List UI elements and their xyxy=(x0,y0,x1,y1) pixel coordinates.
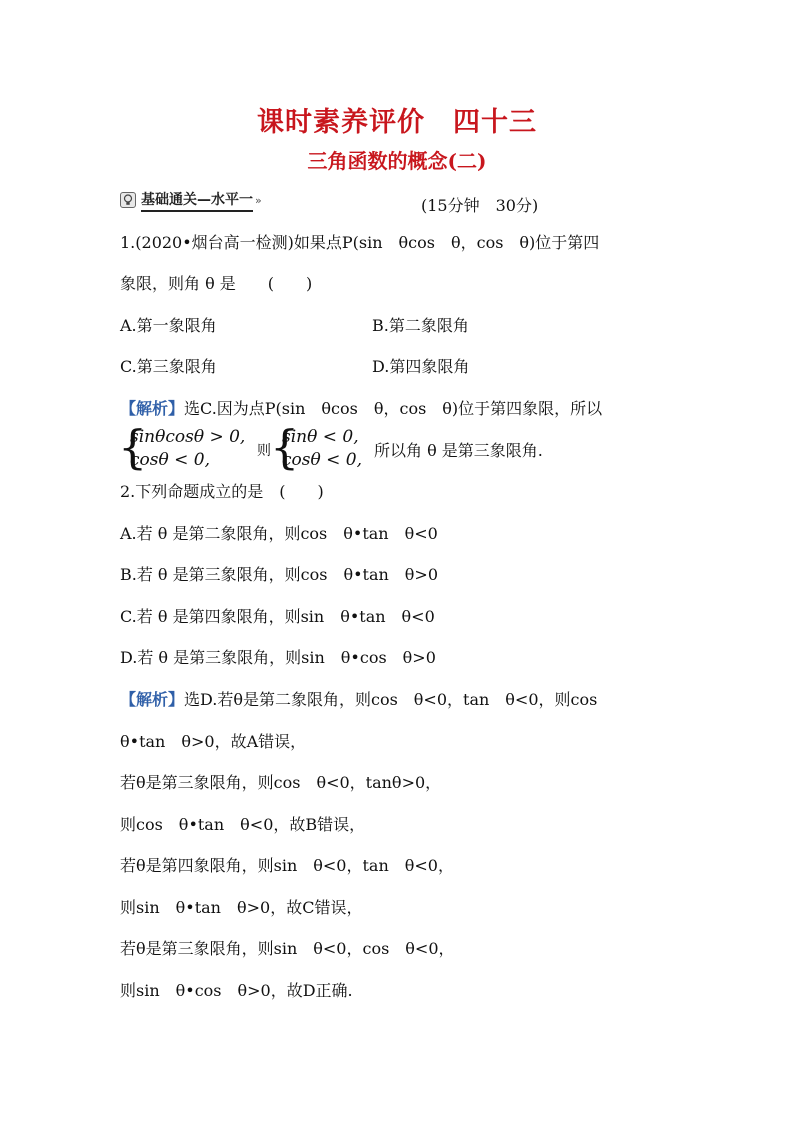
system-1-row-1: sinθcosθ > 0, xyxy=(130,427,246,447)
then-word: 则 xyxy=(257,443,271,459)
question-2-analysis-line-5: 若θ是第四象限角，则sin θ<0，tan θ<0， xyxy=(120,856,454,875)
section-label: 基础通关—水平一 xyxy=(141,189,253,212)
question-2-option-c: C.若 θ 是第四象限角，则sin θ•tan θ<0 xyxy=(120,607,435,626)
question-2-analysis-line-4: 则cos θ•tan θ<0，故B错误， xyxy=(120,815,366,834)
question-1-conclusion: 所以角 θ 是第三象限角. xyxy=(374,441,543,460)
inequality-system-2 xyxy=(270,420,380,474)
question-2-option-b: B.若 θ 是第三象限角，则cos θ•tan θ>0 xyxy=(120,565,439,584)
question-2-analysis-line-6: 则sin θ•tan θ>0，故C错误， xyxy=(120,898,363,917)
lightbulb-icon xyxy=(120,192,136,208)
system-1-row-2: cosθ < 0, xyxy=(130,450,210,470)
chevron-double-right-icon: » xyxy=(255,193,262,207)
analysis-tag: 【解析】 xyxy=(120,690,185,709)
question-2-stem: 2.下列命题成立的是 ( ) xyxy=(120,482,324,501)
question-2-analysis-line-7: 若θ是第三象限角，则sin θ<0，cos θ<0， xyxy=(120,939,455,958)
question-1-analysis-line-1 xyxy=(120,398,602,420)
left-brace-icon: { xyxy=(270,420,300,474)
time-score-note: (15分钟 30分) xyxy=(421,196,539,215)
analysis-text: 选C.因为点P(sin θcos θ，cos θ)位于第四象限，所以 xyxy=(184,399,603,418)
question-2-analysis-line-2: θ•tan θ>0，故A错误， xyxy=(120,732,307,751)
question-1-option-a: A.第一象限角 xyxy=(120,316,217,335)
left-brace-icon: { xyxy=(118,420,148,474)
page-title: 课时素养评价 四十三 xyxy=(257,107,537,138)
question-1-option-c: C.第三象限角 xyxy=(120,357,217,376)
system-2-row-2: cosθ < 0, xyxy=(282,450,362,470)
question-2-analysis-line-8: 则sin θ•cos θ>0，故D正确. xyxy=(120,981,353,1000)
analysis-tag: 【解析】 xyxy=(120,399,185,418)
page-subtitle: 三角函数的概念(二) xyxy=(307,149,487,173)
question-2-analysis-line-1 xyxy=(120,689,597,711)
question-1-option-d: D.第四象限角 xyxy=(372,357,470,376)
question-2-option-a: A.若 θ 是第二象限角，则cos θ•tan θ<0 xyxy=(120,524,438,543)
analysis-text: 选D.若θ是第二象限角，则cos θ<0，tan θ<0，则cos xyxy=(184,690,598,709)
system-2-row-1: sinθ < 0, xyxy=(282,427,359,447)
question-1-equation-system xyxy=(118,420,598,474)
question-1-stem-line-2: 象限，则角 θ 是 ( ) xyxy=(120,274,313,293)
question-2-analysis-line-3: 若θ是第三象限角，则cos θ<0，tanθ>0， xyxy=(120,773,442,792)
question-1-option-b: B.第二象限角 xyxy=(372,316,469,335)
question-2-option-d: D.若 θ 是第三象限角，则sin θ•cos θ>0 xyxy=(120,648,436,667)
question-1-stem-line-1: 1.(2020•烟台高一检测)如果点P(sin θcos θ，cos θ)位于第四 xyxy=(120,233,600,252)
section-header xyxy=(120,190,262,210)
